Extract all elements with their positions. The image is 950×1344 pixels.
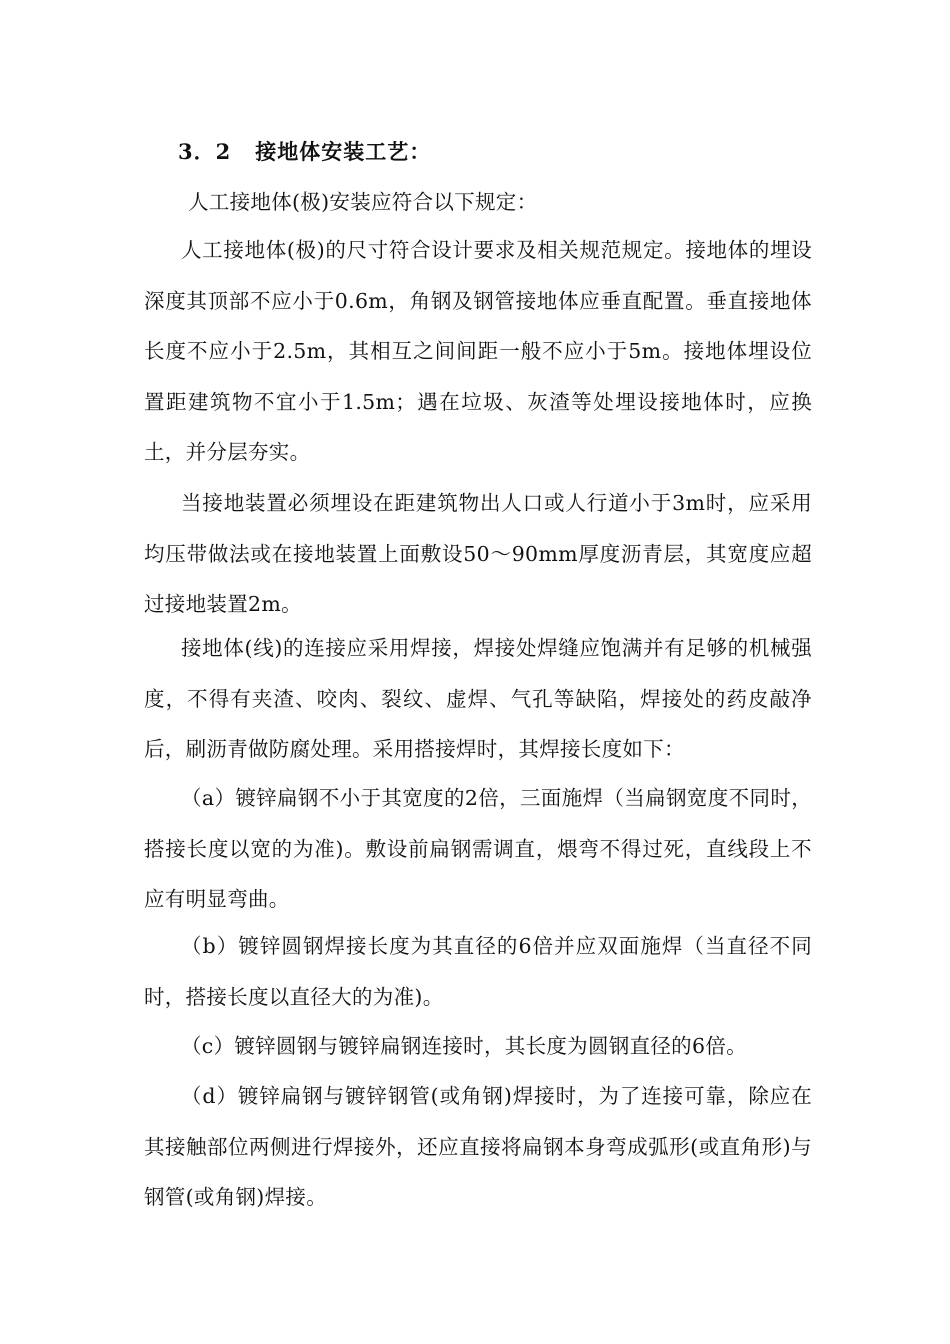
list-item-d: （d）镀锌扁钢与镀锌钢管(或角钢)焊接时，为了连接可靠，除应在其接触部位两侧进行焊接外，还应直接将扁钢本身弯成弧形(或直角形)与钢管(或角钢)焊接。 (144, 1084, 812, 1209)
body-paragraph-welding: 接地体(线)的连接应采用焊接，焊接处焊缝应饱满并有足够的机械强度，不得有夹渣、咬肉、裂纹、虚焊、气孔等缺陷，焊接处的药皮敲净后，刷沥青做防腐处理。采用搭接焊时，其焊接长度如下： (144, 636, 812, 761)
section-title: 接地体安装工艺： (255, 139, 432, 164)
list-item-c: （c）镀锌圆钢与镀锌扁钢连接时，其长度为圆钢直径的6倍。 (181, 1034, 747, 1058)
body-paragraph-entrance: 当接地装置必须埋设在距建筑物出人口或人行道小于3m时，应采用均压带做法或在接地装置上面敷设50～90mm厚度沥青层，其宽度应超过接地装置2m。 (144, 491, 812, 616)
body-paragraph-dimensions: 人工接地体(极)的尺寸符合设计要求及相关规范规定。接地体的埋设深度其顶部不应小于0.6m，角钢及钢管接地体应垂直配置。垂直接地体长度不应小于2.5m，其相互之间间距一般不应小于5m。接地体埋设位置距建筑物不宜小于1.5m；遇在垃圾、灰渣等处埋设接地体时，应换土，并分层夯实。 (144, 238, 812, 464)
intro-paragraph: 人工接地体(极)安装应符合以下规定： (188, 190, 538, 214)
list-item-a: （a）镀锌扁钢不小于其宽度的2倍，三面施焊（当扁钢宽度不同时，搭接长度以宽的为准)。敷设前扁钢需调直，煨弯不得过死，直线段上不应有明显弯曲。 (144, 786, 812, 911)
section-heading (178, 136, 431, 168)
list-item-b: （b）镀锌圆钢焊接长度为其直径的6倍并应双面施焊（当直径不同时，搭接长度以直径大的为准)。 (144, 934, 812, 1009)
section-number: 3．2 (178, 139, 232, 164)
